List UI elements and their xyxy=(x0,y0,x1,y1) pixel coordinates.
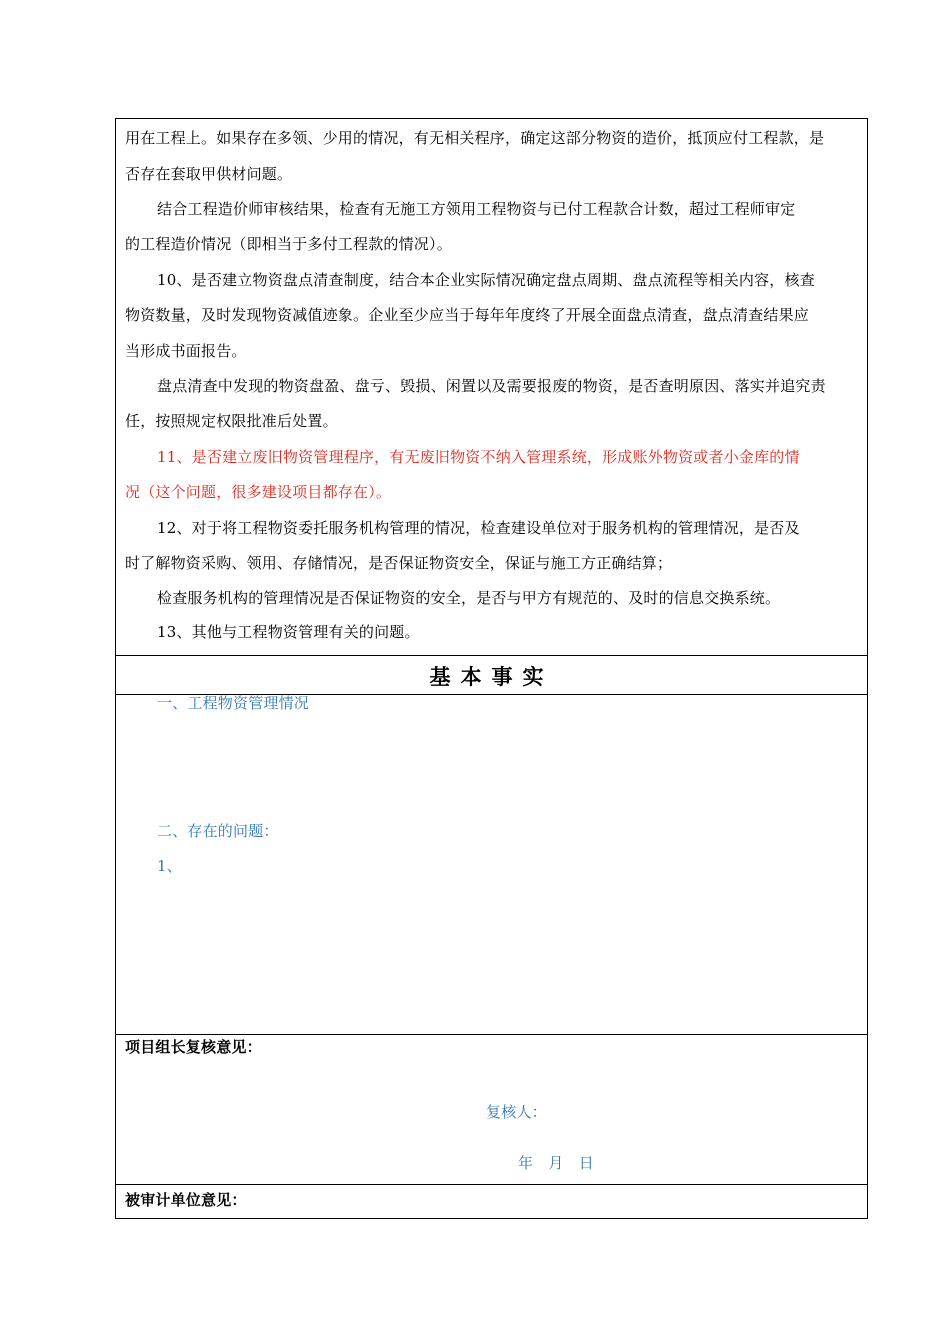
review-date: 年 月 日 xyxy=(518,1154,595,1172)
content-line-highlight: 况（这个问题，很多建设项目都存在）。 xyxy=(125,483,392,501)
facts-section-2: 二、存在的问题： xyxy=(157,822,279,840)
content-line: 12、对于将工程物资委托服务机构管理的情况，检查建设单位对于服务机构的管理情况，是否及 xyxy=(157,519,800,537)
content-line-highlight: 11、是否建立废旧物资管理程序，有无废旧物资不纳入管理系统，形成账外物资或者小金库的情 xyxy=(157,448,800,466)
content-line: 13、其他与工程物资管理有关的问题。 xyxy=(157,623,420,641)
auditee-label: 被审计单位意见： xyxy=(125,1191,247,1209)
content-line: 时了解物资采购、领用、存储情况，是否保证物资安全，保证与施工方正确结算； xyxy=(125,554,673,572)
facts-item-1: 1、 xyxy=(157,857,182,875)
basic-facts-title: 基本事实 xyxy=(429,665,554,689)
content-line: 否存在套取甲供材问题。 xyxy=(125,165,293,183)
basic-facts-header xyxy=(116,655,867,694)
review-section xyxy=(116,1034,867,1184)
reviewer-label: 复核人： xyxy=(486,1103,547,1121)
auditee-section xyxy=(116,1184,867,1218)
content-line: 结合工程造价师审核结果，检查有无施工方领用工程物资与已付工程款合计数，超过工程师审定 xyxy=(157,200,796,218)
content-line: 用在工程上。如果存在多领、少用的情况，有无相关程序，确定这部分物资的造价，抵顶应付工程款，是 xyxy=(125,129,825,147)
audit-form-table xyxy=(115,118,868,1219)
facts-section-1: 一、工程物资管理情况 xyxy=(157,694,310,712)
content-line: 检查服务机构的管理情况是否保证物资的安全，是否与甲方有规范的、及时的信息交换系统。 xyxy=(157,589,781,607)
content-line: 物资数量，及时发现物资减值迹象。企业至少应当于每年年度终了开展全面盘点清查，盘点清查结果应 xyxy=(125,306,810,324)
review-label: 项目组长复核意见： xyxy=(125,1038,262,1056)
content-line: 任，按照规定权限批准后处置。 xyxy=(125,412,338,430)
content-line: 10、是否建立物资盘点清查制度，结合本企业实际情况确定盘点周期、盘点流程等相关内容，核查 xyxy=(157,271,815,289)
content-line: 盘点清查中发现的物资盘盈、盘亏、毁损、闲置以及需要报废的物资，是否查明原因、落实并追究责 xyxy=(157,377,826,395)
basic-facts-section xyxy=(116,694,867,1034)
content-line: 当形成书面报告。 xyxy=(125,342,247,360)
content-line: 的工程造价情况（即相当于多付工程款的情况）。 xyxy=(125,235,452,253)
content-section xyxy=(116,119,867,655)
